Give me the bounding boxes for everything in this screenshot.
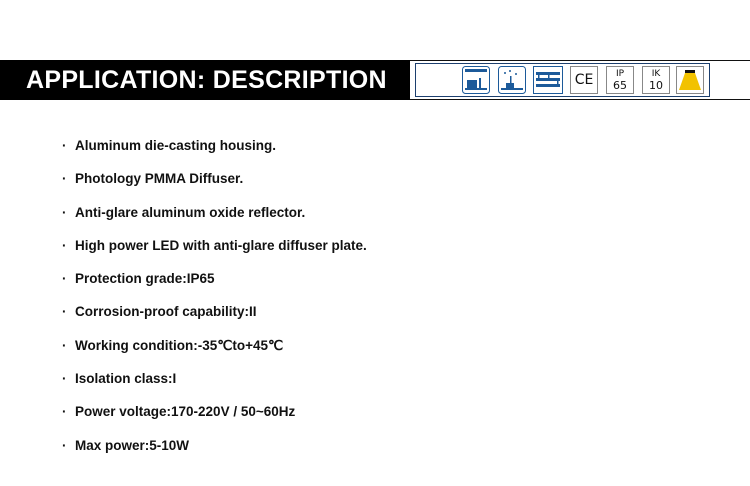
street-lighting-icon: [533, 66, 563, 94]
bullet: ·: [62, 138, 67, 153]
outdoor-application-icon: [498, 66, 526, 94]
feature-text: Photology PMMA Diffuser.: [75, 171, 244, 187]
list-item: [62, 336, 367, 369]
bullet: ·: [62, 404, 67, 420]
list-item: [62, 236, 367, 269]
ik10-icon: [642, 66, 670, 94]
list-item: [62, 402, 367, 435]
bullet: ·: [62, 371, 67, 387]
list-item: [62, 203, 367, 236]
ce-mark-icon: CE: [570, 66, 598, 94]
feature-text: High power LED with anti-glare diffuser plate.: [75, 237, 367, 253]
ip65-icon: [606, 66, 634, 94]
bullet: ·: [62, 204, 67, 220]
list-item: [62, 302, 367, 335]
feature-text: Protection grade:IP65: [75, 271, 215, 287]
bullet: ·: [62, 304, 67, 320]
ik-label: IK: [651, 69, 661, 79]
feature-text: Corrosion-proof capability:II: [75, 304, 257, 320]
list-item: [62, 436, 367, 469]
list-item: [62, 369, 367, 402]
indoor-application-icon: [462, 66, 490, 94]
bullet: ·: [62, 237, 67, 253]
feature-text: Isolation class:I: [75, 371, 177, 387]
ip-value: 65: [613, 79, 627, 92]
list-item: [62, 169, 367, 202]
feature-text: Power voltage:170-220V / 50~60Hz: [75, 404, 296, 420]
bullet: ·: [62, 337, 67, 353]
feature-list: [62, 136, 367, 469]
feature-text: Max power:5-10W: [75, 437, 190, 453]
feature-text: Working condition:-35℃to+45℃: [75, 337, 284, 353]
ip-label: IP: [615, 69, 625, 79]
bullet: ·: [62, 271, 67, 287]
feature-text: Aluminum die-casting housing.: [75, 138, 277, 153]
bullet: ·: [62, 171, 67, 187]
bullet: ·: [62, 437, 67, 453]
list-item: [62, 269, 367, 302]
feature-text: Anti-glare aluminum oxide reflector.: [75, 204, 306, 220]
list-item: [62, 136, 367, 169]
ik-value: 10: [649, 79, 663, 92]
light-beam-icon: [676, 66, 704, 94]
page-title: APPLICATION: DESCRIPTION: [0, 60, 410, 100]
